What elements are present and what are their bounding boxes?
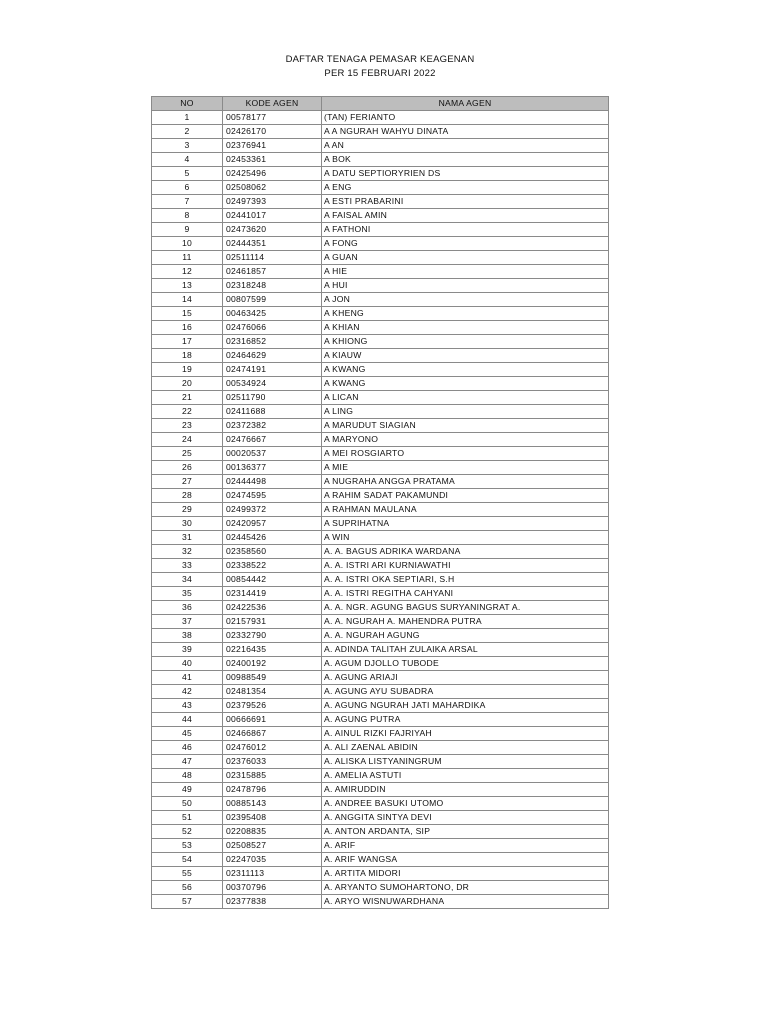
table-row: [152, 223, 609, 237]
cell-nama-agen: A KIAUW: [322, 349, 609, 363]
cell-no: 38: [152, 629, 223, 643]
cell-kode-agen: 00463425: [223, 307, 322, 321]
cell-nama-agen: A RAHMAN MAULANA: [322, 503, 609, 517]
table-row: [152, 559, 609, 573]
cell-nama-agen: A. ARIF: [322, 839, 609, 853]
cell-kode-agen: 02208835: [223, 825, 322, 839]
cell-kode-agen: 02358560: [223, 545, 322, 559]
table-row: [152, 433, 609, 447]
cell-no: 12: [152, 265, 223, 279]
cell-nama-agen: A. A. NGR. AGUNG BAGUS SURYANINGRAT A.: [322, 601, 609, 615]
cell-nama-agen: A BOK: [322, 153, 609, 167]
table-row: [152, 293, 609, 307]
cell-no: 53: [152, 839, 223, 853]
cell-kode-agen: 02422536: [223, 601, 322, 615]
table-row: [152, 377, 609, 391]
table-row: [152, 699, 609, 713]
table-row: [152, 755, 609, 769]
cell-no: 36: [152, 601, 223, 615]
cell-no: 49: [152, 783, 223, 797]
cell-nama-agen: A. AINUL RIZKI FAJRIYAH: [322, 727, 609, 741]
table-row: [152, 419, 609, 433]
cell-kode-agen: 02441017: [223, 209, 322, 223]
cell-no: 23: [152, 419, 223, 433]
table-row: [152, 629, 609, 643]
table-row: [152, 391, 609, 405]
cell-no: 17: [152, 335, 223, 349]
cell-kode-agen: 02466867: [223, 727, 322, 741]
cell-no: 35: [152, 587, 223, 601]
table-row: [152, 671, 609, 685]
cell-kode-agen: 02426170: [223, 125, 322, 139]
cell-nama-agen: A. A. NGURAH A. MAHENDRA PUTRA: [322, 615, 609, 629]
cell-nama-agen: A. AGUM DJOLLO TUBODE: [322, 657, 609, 671]
cell-kode-agen: 02481354: [223, 685, 322, 699]
cell-nama-agen: (TAN) FERIANTO: [322, 111, 609, 125]
table-row: [152, 195, 609, 209]
cell-no: 43: [152, 699, 223, 713]
cell-no: 39: [152, 643, 223, 657]
cell-nama-agen: A. ARYO WISNUWARDHANA: [322, 895, 609, 909]
cell-no: 11: [152, 251, 223, 265]
cell-kode-agen: 00534924: [223, 377, 322, 391]
cell-kode-agen: 02216435: [223, 643, 322, 657]
table-row: [152, 657, 609, 671]
cell-nama-agen: A A NGURAH WAHYU DINATA: [322, 125, 609, 139]
table-row: [152, 573, 609, 587]
cell-no: 57: [152, 895, 223, 909]
cell-kode-agen: 02311113: [223, 867, 322, 881]
cell-nama-agen: A MEI ROSGIARTO: [322, 447, 609, 461]
cell-kode-agen: 02372382: [223, 419, 322, 433]
cell-no: 31: [152, 531, 223, 545]
cell-kode-agen: 02247035: [223, 853, 322, 867]
cell-kode-agen: 00370796: [223, 881, 322, 895]
cell-kode-agen: 02338522: [223, 559, 322, 573]
cell-kode-agen: 02316852: [223, 335, 322, 349]
cell-kode-agen: 00020537: [223, 447, 322, 461]
cell-no: 20: [152, 377, 223, 391]
cell-no: 14: [152, 293, 223, 307]
table-row: [152, 279, 609, 293]
column-header-kode-agen: KODE AGEN: [223, 97, 322, 111]
cell-kode-agen: 02508527: [223, 839, 322, 853]
cell-kode-agen: 02511790: [223, 391, 322, 405]
table-row: [152, 237, 609, 251]
cell-nama-agen: A. ALISKA LISTYANINGRUM: [322, 755, 609, 769]
table-row: [152, 265, 609, 279]
cell-nama-agen: A KHIAN: [322, 321, 609, 335]
table-row: [152, 853, 609, 867]
cell-nama-agen: A RAHIM SADAT PAKAMUNDI: [322, 489, 609, 503]
table-row: [152, 475, 609, 489]
cell-no: 16: [152, 321, 223, 335]
cell-nama-agen: A LICAN: [322, 391, 609, 405]
cell-nama-agen: A JON: [322, 293, 609, 307]
cell-nama-agen: A. ARTITA MIDORI: [322, 867, 609, 881]
cell-kode-agen: 02420957: [223, 517, 322, 531]
table-row: [152, 503, 609, 517]
cell-no: 24: [152, 433, 223, 447]
cell-no: 48: [152, 769, 223, 783]
cell-kode-agen: 02511114: [223, 251, 322, 265]
document-title: DAFTAR TENAGA PEMASAR KEAGENAN: [285, 54, 475, 65]
cell-no: 28: [152, 489, 223, 503]
cell-kode-agen: 00666691: [223, 713, 322, 727]
table-row: [152, 783, 609, 797]
table-row: [152, 517, 609, 531]
table-row: [152, 447, 609, 461]
cell-no: 30: [152, 517, 223, 531]
table-row: [152, 167, 609, 181]
cell-kode-agen: 02376941: [223, 139, 322, 153]
cell-kode-agen: 02461857: [223, 265, 322, 279]
cell-kode-agen: 02314419: [223, 587, 322, 601]
cell-no: 7: [152, 195, 223, 209]
table-row: [152, 349, 609, 363]
cell-nama-agen: A. A. BAGUS ADRIKA WARDANA: [322, 545, 609, 559]
cell-kode-agen: 02476012: [223, 741, 322, 755]
agent-table: [151, 96, 609, 909]
cell-no: 25: [152, 447, 223, 461]
cell-no: 47: [152, 755, 223, 769]
cell-no: 44: [152, 713, 223, 727]
cell-no: 3: [152, 139, 223, 153]
table-row: [152, 209, 609, 223]
cell-no: 21: [152, 391, 223, 405]
cell-no: 10: [152, 237, 223, 251]
cell-nama-agen: A. AGUNG PUTRA: [322, 713, 609, 727]
table-row: [152, 727, 609, 741]
cell-nama-agen: A GUAN: [322, 251, 609, 265]
cell-nama-agen: A WIN: [322, 531, 609, 545]
table-row: [152, 125, 609, 139]
cell-kode-agen: 02376033: [223, 755, 322, 769]
cell-kode-agen: 02395408: [223, 811, 322, 825]
cell-kode-agen: 02474595: [223, 489, 322, 503]
table-row: [152, 139, 609, 153]
cell-kode-agen: 02377838: [223, 895, 322, 909]
cell-no: 6: [152, 181, 223, 195]
table-row: [152, 181, 609, 195]
cell-kode-agen: 02464629: [223, 349, 322, 363]
table-row: [152, 461, 609, 475]
cell-no: 27: [152, 475, 223, 489]
cell-nama-agen: A NUGRAHA ANGGA PRATAMA: [322, 475, 609, 489]
cell-kode-agen: 02315885: [223, 769, 322, 783]
cell-nama-agen: A KWANG: [322, 363, 609, 377]
cell-kode-agen: 00988549: [223, 671, 322, 685]
cell-nama-agen: A. AMELIA ASTUTI: [322, 769, 609, 783]
cell-kode-agen: 02497393: [223, 195, 322, 209]
cell-kode-agen: 02508062: [223, 181, 322, 195]
table-row: [152, 321, 609, 335]
cell-no: 1: [152, 111, 223, 125]
cell-kode-agen: 00854442: [223, 573, 322, 587]
table-row: [152, 797, 609, 811]
column-header-no: NO: [152, 97, 223, 111]
table-row: [152, 811, 609, 825]
cell-nama-agen: A. A. ISTRI REGITHA CAHYANI: [322, 587, 609, 601]
cell-no: 46: [152, 741, 223, 755]
cell-nama-agen: A HUI: [322, 279, 609, 293]
cell-nama-agen: A. A. NGURAH AGUNG: [322, 629, 609, 643]
cell-nama-agen: A FONG: [322, 237, 609, 251]
cell-nama-agen: A AN: [322, 139, 609, 153]
cell-no: 41: [152, 671, 223, 685]
cell-kode-agen: 00578177: [223, 111, 322, 125]
cell-nama-agen: A LING: [322, 405, 609, 419]
cell-no: 56: [152, 881, 223, 895]
cell-nama-agen: A MARYONO: [322, 433, 609, 447]
cell-no: 32: [152, 545, 223, 559]
cell-kode-agen: 02478796: [223, 783, 322, 797]
cell-nama-agen: A KWANG: [322, 377, 609, 391]
cell-kode-agen: 02476667: [223, 433, 322, 447]
cell-kode-agen: 00885143: [223, 797, 322, 811]
table-row: [152, 335, 609, 349]
cell-kode-agen: 02411688: [223, 405, 322, 419]
cell-kode-agen: 02473620: [223, 223, 322, 237]
table-row: [152, 489, 609, 503]
table-row: [152, 825, 609, 839]
cell-nama-agen: A KHENG: [322, 307, 609, 321]
cell-nama-agen: A. ARYANTO SUMOHARTONO, DR: [322, 881, 609, 895]
table-row: [152, 601, 609, 615]
cell-nama-agen: A. AGUNG AYU SUBADRA: [322, 685, 609, 699]
table-row: [152, 741, 609, 755]
cell-kode-agen: 02400192: [223, 657, 322, 671]
cell-kode-agen: 02379526: [223, 699, 322, 713]
cell-no: 33: [152, 559, 223, 573]
cell-no: 51: [152, 811, 223, 825]
cell-nama-agen: A. ANDREE BASUKI UTOMO: [322, 797, 609, 811]
table-row: [152, 531, 609, 545]
table-row: [152, 713, 609, 727]
cell-kode-agen: 00136377: [223, 461, 322, 475]
cell-nama-agen: A MARUDUT SIAGIAN: [322, 419, 609, 433]
cell-nama-agen: A. AMIRUDDIN: [322, 783, 609, 797]
cell-no: 26: [152, 461, 223, 475]
cell-nama-agen: A. ANTON ARDANTA, SIP: [322, 825, 609, 839]
cell-no: 13: [152, 279, 223, 293]
cell-nama-agen: A ESTI PRABARINI: [322, 195, 609, 209]
cell-kode-agen: 02499372: [223, 503, 322, 517]
cell-no: 40: [152, 657, 223, 671]
cell-nama-agen: A ENG: [322, 181, 609, 195]
table-row: [152, 839, 609, 853]
cell-kode-agen: 02425496: [223, 167, 322, 181]
cell-no: 8: [152, 209, 223, 223]
cell-nama-agen: A SUPRIHATNA: [322, 517, 609, 531]
table-row: [152, 363, 609, 377]
cell-no: 55: [152, 867, 223, 881]
table-row: [152, 881, 609, 895]
cell-no: 15: [152, 307, 223, 321]
cell-no: 22: [152, 405, 223, 419]
cell-nama-agen: A. ALI ZAENAL ABIDIN: [322, 741, 609, 755]
cell-nama-agen: A. ANGGITA SINTYA DEVI: [322, 811, 609, 825]
table-row: [152, 769, 609, 783]
cell-kode-agen: 02444351: [223, 237, 322, 251]
cell-no: 18: [152, 349, 223, 363]
agent-table-body: [152, 111, 609, 909]
column-header-nama-agen: NAMA AGEN: [322, 97, 609, 111]
table-row: [152, 895, 609, 909]
cell-no: 45: [152, 727, 223, 741]
table-row: [152, 545, 609, 559]
cell-nama-agen: A FAISAL AMIN: [322, 209, 609, 223]
cell-kode-agen: 02445426: [223, 531, 322, 545]
cell-nama-agen: A HIE: [322, 265, 609, 279]
table-row: [152, 615, 609, 629]
table-row: [152, 153, 609, 167]
cell-no: 29: [152, 503, 223, 517]
cell-nama-agen: A. AGUNG NGURAH JATI MAHARDIKA: [322, 699, 609, 713]
cell-no: 42: [152, 685, 223, 699]
cell-kode-agen: 02474191: [223, 363, 322, 377]
table-row: [152, 587, 609, 601]
cell-kode-agen: 02453361: [223, 153, 322, 167]
table-header-row: [152, 97, 609, 111]
cell-kode-agen: 02332790: [223, 629, 322, 643]
cell-kode-agen: 02444498: [223, 475, 322, 489]
cell-nama-agen: A. ADINDA TALITAH ZULAIKA ARSAL: [322, 643, 609, 657]
cell-no: 2: [152, 125, 223, 139]
document-subtitle-date: PER 15 FEBRUARI 2022: [324, 68, 436, 79]
cell-nama-agen: A. A. ISTRI ARI KURNIAWATHI: [322, 559, 609, 573]
cell-no: 50: [152, 797, 223, 811]
cell-no: 4: [152, 153, 223, 167]
cell-nama-agen: A. AGUNG ARIAJI: [322, 671, 609, 685]
cell-kode-agen: 02157931: [223, 615, 322, 629]
cell-nama-agen: A. ARIF WANGSA: [322, 853, 609, 867]
table-row: [152, 643, 609, 657]
cell-nama-agen: A DATU SEPTIORYRIEN DS: [322, 167, 609, 181]
cell-no: 54: [152, 853, 223, 867]
cell-nama-agen: A MIE: [322, 461, 609, 475]
cell-no: 9: [152, 223, 223, 237]
cell-kode-agen: 02476066: [223, 321, 322, 335]
cell-nama-agen: A. A. ISTRI OKA SEPTIARI, S.H: [322, 573, 609, 587]
table-row: [152, 867, 609, 881]
cell-no: 19: [152, 363, 223, 377]
table-row: [152, 251, 609, 265]
cell-nama-agen: A KHIONG: [322, 335, 609, 349]
table-row: [152, 405, 609, 419]
cell-kode-agen: 02318248: [223, 279, 322, 293]
cell-no: 5: [152, 167, 223, 181]
cell-nama-agen: A FATHONI: [322, 223, 609, 237]
cell-no: 34: [152, 573, 223, 587]
table-row: [152, 111, 609, 125]
cell-no: 37: [152, 615, 223, 629]
table-row: [152, 685, 609, 699]
cell-no: 52: [152, 825, 223, 839]
table-row: [152, 307, 609, 321]
cell-kode-agen: 00807599: [223, 293, 322, 307]
